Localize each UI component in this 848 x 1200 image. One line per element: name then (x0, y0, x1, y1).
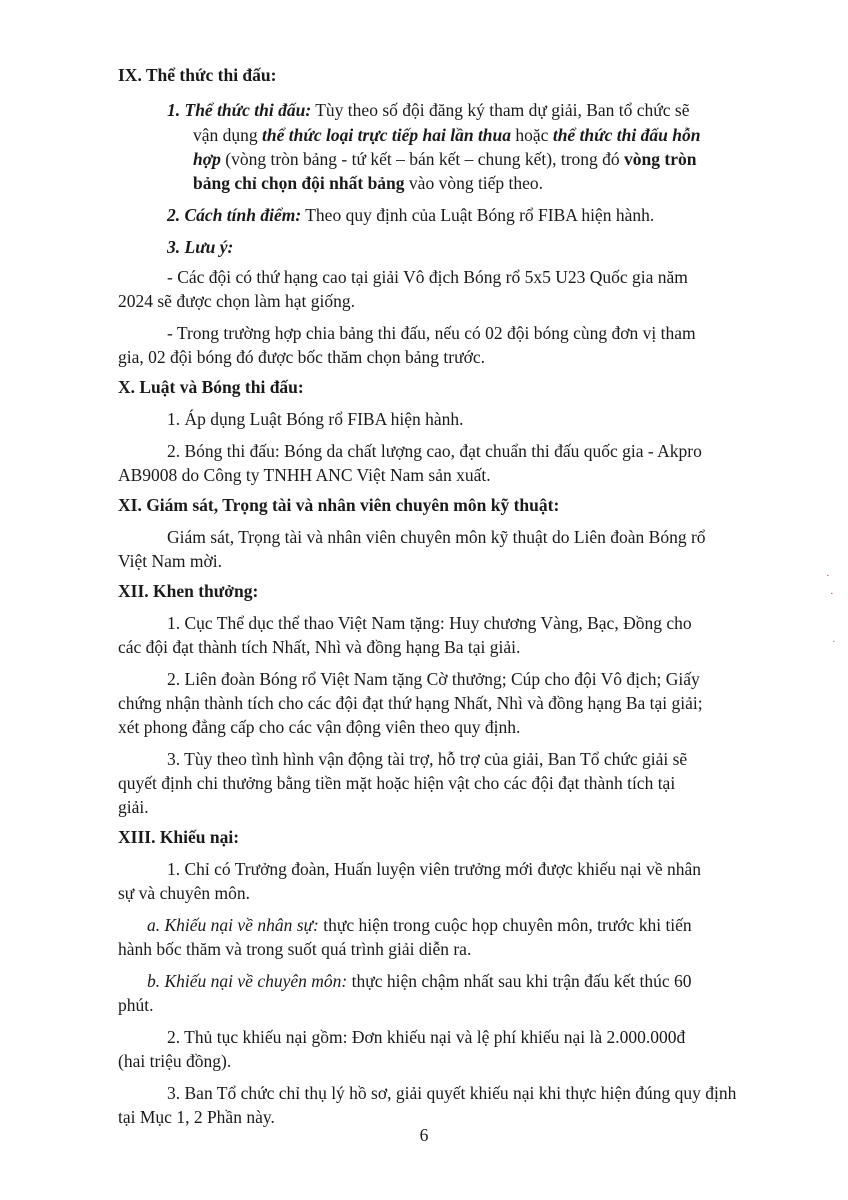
paragraph-line: 1. Thể thức thi đấu: Tùy theo số đội đăng ký tham dự giải, Ban tổ chức sẽ (167, 100, 690, 120)
paragraph-line: a. Khiếu nại về nhân sự: thực hiện trong cuộc họp chuyên môn, trước khi tiến (147, 915, 692, 935)
paragraph-line: 3. Tùy theo tình hình vận động tài trợ, hỗ trợ của giải, Ban Tổ chức giải sẽ (167, 749, 688, 769)
paragraph-line: vận dụng thể thức loại trực tiếp hai lần thua hoặc thể thức thi đấu hỗn (193, 125, 701, 145)
scan-artifact: · (826, 570, 830, 582)
scan-artifact: · (830, 588, 834, 600)
paragraph-line: 1. Cục Thể dục thể thao Việt Nam tặng: Huy chương Vàng, Bạc, Đồng cho (167, 613, 692, 633)
section-heading: XIII. Khiếu nại: (118, 827, 240, 847)
paragraph-line: 2. Thủ tục khiếu nại gồm: Đơn khiếu nại và lệ phí khiếu nại là 2.000.000đ (167, 1027, 686, 1047)
paragraph-line: Giám sát, Trọng tài và nhân viên chuyên môn kỹ thuật do Liên đoàn Bóng rổ (167, 527, 706, 547)
scan-artifact: · (832, 636, 836, 648)
paragraph-line: Việt Nam mời. (118, 551, 222, 571)
page-number: 6 (419, 1125, 429, 1145)
term-label: 1. Thể thức thi đấu: (167, 100, 312, 120)
term-label: b. Khiếu nại về chuyên môn: (147, 971, 348, 991)
paragraph-line: sự và chuyên môn. (118, 883, 250, 903)
paragraph-line: AB9008 do Công ty TNHH ANC Việt Nam sản xuất. (118, 465, 491, 485)
paragraph-line: quyết định chi thưởng bằng tiền mặt hoặc hiện vật cho các đội đạt thành tích tại (118, 773, 676, 793)
paragraph-line: bảng chỉ chọn đội nhất bảng vào vòng tiếp theo. (193, 173, 544, 193)
paragraph-line: hợp (vòng tròn bảng - tứ kết – bán kết – chung kết), trong đó vòng tròn (193, 149, 697, 169)
paragraph-line: hành bốc thăm và trong suốt quá trình giải diễn ra. (118, 939, 472, 959)
paragraph-line: các đội đạt thành tích Nhất, Nhì và đồng hạng Ba tại giải. (118, 637, 521, 657)
section-heading: X. Luật và Bóng thi đấu: (118, 377, 304, 397)
paragraph-line: - Trong trường hợp chia bảng thi đấu, nếu có 02 đội bóng cùng đơn vị tham (167, 323, 696, 343)
paragraph-line: 1. Chỉ có Trưởng đoàn, Huấn luyện viên trưởng mới được khiếu nại về nhân (167, 859, 702, 879)
term-label: 2. Cách tính điểm: (167, 205, 302, 225)
paragraph-line: 2. Cách tính điểm: Theo quy định của Luật Bóng rổ FIBA hiện hành. (167, 205, 655, 225)
paragraph-line: (hai triệu đồng). (118, 1051, 232, 1071)
paragraph-line: tại Mục 1, 2 Phần này. (118, 1107, 275, 1127)
term-label: a. Khiếu nại về nhân sự: (147, 915, 319, 935)
paragraph-line: xét phong đẳng cấp cho các vận động viên theo quy định. (118, 717, 521, 737)
section-heading: XII. Khen thưởng: (118, 581, 259, 601)
paragraph-line: 1. Áp dụng Luật Bóng rổ FIBA hiện hành. (167, 409, 464, 429)
paragraph-line: phút. (118, 995, 154, 1015)
paragraph-line: 2. Bóng thi đấu: Bóng da chất lượng cao, đạt chuẩn thi đấu quốc gia - Akpro (167, 441, 702, 461)
paragraph-line: 2024 sẽ được chọn làm hạt giống. (118, 291, 355, 311)
section-heading: XI. Giám sát, Trọng tài và nhân viên chuyên môn kỹ thuật: (118, 495, 560, 515)
paragraph-line: 3. Ban Tổ chức chỉ thụ lý hồ sơ, giải quyết khiếu nại khi thực hiện đúng quy định (167, 1083, 737, 1103)
term-label: 3. Lưu ý: (167, 237, 234, 257)
paragraph-line: 2. Liên đoàn Bóng rổ Việt Nam tặng Cờ thưởng; Cúp cho đội Vô địch; Giấy (167, 669, 700, 689)
paragraph-line: - Các đội có thứ hạng cao tại giải Vô địch Bóng rổ 5x5 U23 Quốc gia năm (167, 267, 688, 287)
paragraph-line: chứng nhận thành tích cho các đội đạt thứ hạng Nhất, Nhì và đồng hạng Ba tại giải; (118, 693, 703, 713)
section-heading: IX. Thể thức thi đấu: (118, 65, 277, 85)
paragraph-line: b. Khiếu nại về chuyên môn: thực hiện chậm nhất sau khi trận đấu kết thúc 60 (147, 971, 692, 991)
paragraph-line: giải. (118, 797, 149, 817)
paragraph-line: gia, 02 đội bóng đó được bốc thăm chọn bảng trước. (118, 347, 485, 367)
